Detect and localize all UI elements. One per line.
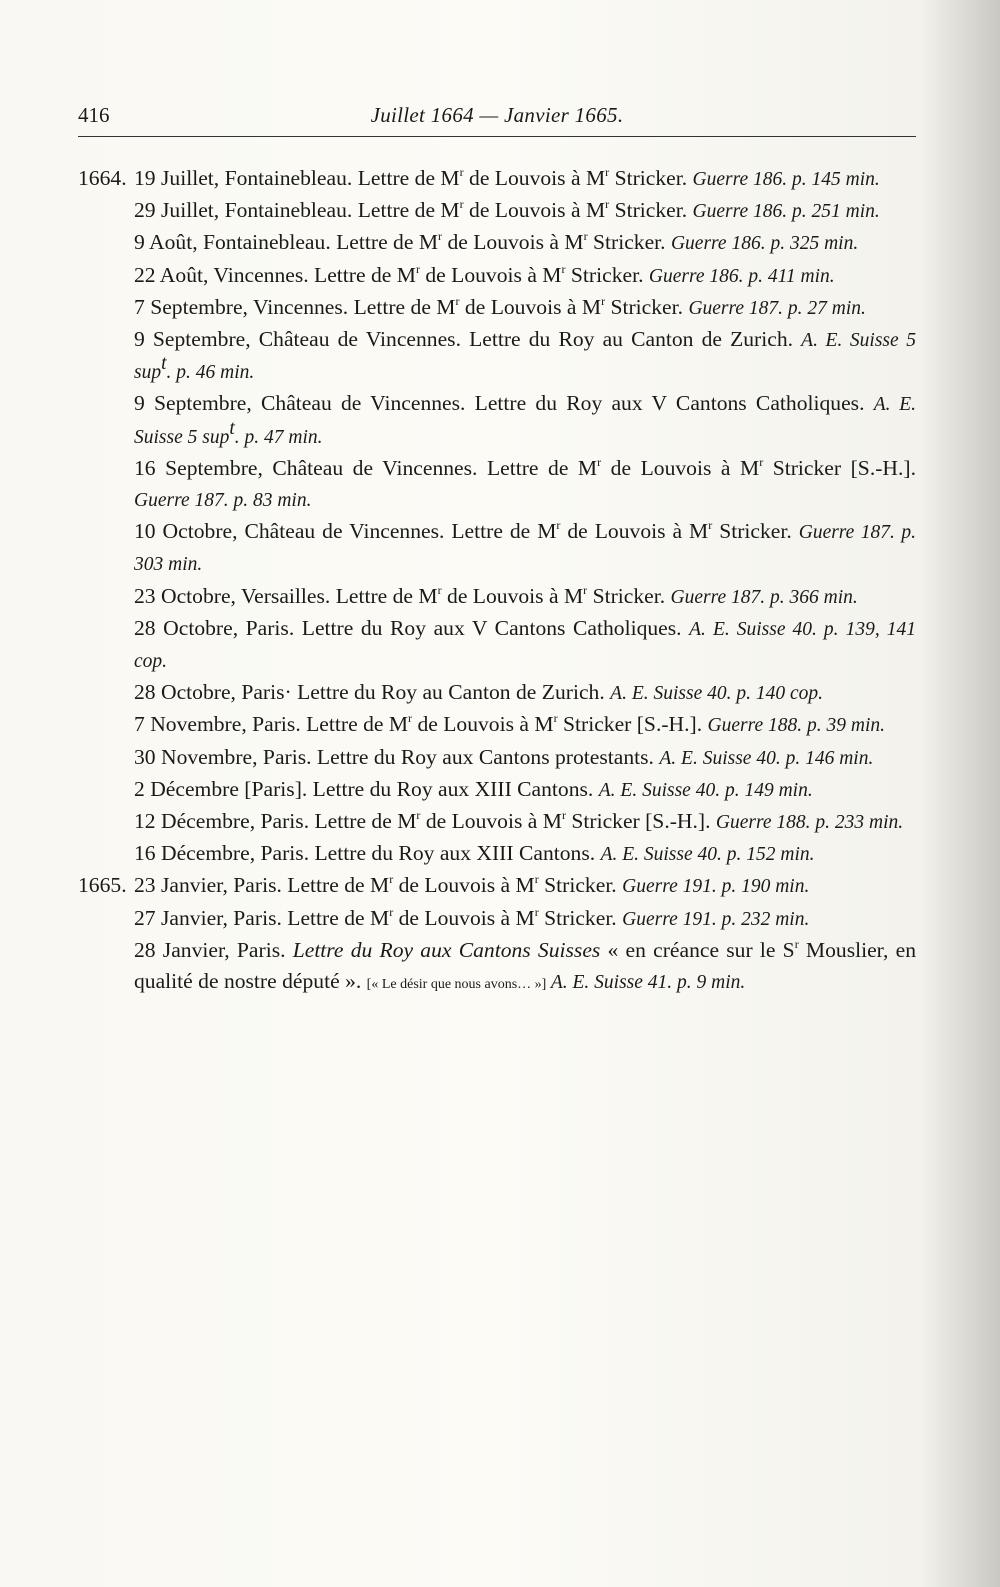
entry-reference: Guerre 187. p. 83 min.	[134, 490, 312, 512]
entry-sup: r	[415, 261, 420, 276]
entry-text: Stricker [S.-H.].	[557, 712, 703, 737]
entry-sup: r	[605, 197, 610, 212]
entry-reference: Guerre 188. p. 39 min.	[707, 715, 886, 737]
entry-reference: Guerre 186. p. 325 min.	[670, 233, 859, 255]
entry-item	[78, 903, 916, 935]
entry-text: 2 Décembre [Paris]. Lettre du Roy aux XIII Cantons.	[134, 776, 594, 801]
entry-text: Stricker.	[609, 166, 688, 190]
entry-reference: Guerre 191. p. 190 min.	[622, 876, 810, 898]
entry-item	[78, 163, 916, 195]
entry-item	[78, 870, 916, 902]
entry-text: 30 Novembre, Paris. Lettre du Roy aux Cantons protestants.	[134, 744, 654, 769]
entry-reference: A. E. Suisse 41. p. 9 min.	[546, 972, 746, 994]
entry-text: Stricker [S.-H.].	[565, 809, 711, 834]
entry-reference: Guerre 191. p. 232 min.	[622, 908, 810, 930]
entry-text: 23 Octobre, Versailles. Lettre de M	[134, 583, 438, 608]
entry-item	[78, 453, 916, 516]
entry-text: de Louvois à M	[393, 873, 535, 898]
entry-item	[78, 613, 916, 677]
entry-reference-sup: t	[229, 417, 235, 439]
entry-title: Lettre du Roy aux Cantons Suisses	[292, 937, 601, 962]
entry-reference: . p. 46 min.	[166, 362, 255, 384]
entry-text: Stricker.	[609, 198, 688, 223]
entry-item	[78, 324, 916, 388]
entry-sup: r	[597, 454, 602, 469]
entry-text: 23 Janvier, Paris. Lettre de M	[134, 873, 390, 898]
entry-reference: Guerre 187. p. 366 min.	[670, 586, 858, 608]
entry-text: de Louvois à M	[560, 519, 709, 544]
entry-reference: A. E. Suisse 40. p. 140 cop.	[610, 683, 824, 705]
entry-item	[78, 388, 916, 452]
entry-item	[78, 195, 916, 227]
entry-text: Stricker.	[605, 294, 684, 319]
entry-text: Stricker.	[538, 905, 617, 930]
entry-sup: r	[794, 936, 799, 951]
entry-text: 16 Décembre, Paris. Lettre du Roy aux XIII Cantons.	[134, 841, 596, 866]
entry-sup: r	[437, 582, 442, 597]
entry-list	[78, 163, 916, 1000]
entry-text: 28 Janvier, Paris.	[134, 937, 293, 962]
entry-year: 1665.	[78, 873, 127, 898]
entry-text: de Louvois à M	[459, 294, 602, 319]
entry-sup: r	[605, 165, 610, 179]
entry-sup: r	[459, 165, 464, 179]
entry-sup: r	[389, 904, 394, 919]
entry-text: Stricker.	[538, 873, 617, 898]
entry-reference: Guerre 187. p. 27 min.	[688, 297, 866, 319]
entry-text: de Louvois à M	[420, 809, 562, 834]
entry-text: de Louvois à M	[463, 166, 606, 190]
entry-text: 29 Juillet, Fontainebleau. Lettre de M	[134, 198, 460, 223]
entry-text: Stricker.	[712, 519, 792, 544]
entry-reference: Guerre 186. p. 251 min.	[692, 201, 880, 223]
entry-sup: r	[759, 454, 764, 469]
entry-text: 22 Août, Vincennes. Lettre de M	[134, 262, 416, 287]
entry-sup: r	[583, 229, 588, 244]
entry-sup: r	[708, 518, 713, 533]
entry-sup: r	[438, 229, 443, 244]
entry-text: 19 Juillet, Fontainebleau. Lettre de M	[134, 166, 460, 190]
entry-text: Stricker.	[587, 230, 666, 255]
entry-sup: r	[534, 904, 539, 919]
entry-sup: r	[459, 197, 464, 212]
entry-reference: Guerre 188. p. 233 min.	[715, 812, 904, 834]
entry-reference: A. E. Suisse 40. p. 152 min.	[600, 844, 815, 866]
entry-reference: A. E. Suisse 40. p. 149 min.	[598, 779, 813, 801]
entry-sup: r	[534, 872, 539, 887]
entry-text: de Louvois à M	[601, 455, 760, 480]
page-header	[78, 100, 916, 137]
entry-reference-sup: t	[161, 353, 167, 375]
entry-incipit: [« Le désir que nous avons… »]	[366, 977, 547, 993]
entry-text: de Louvois à M	[463, 198, 606, 223]
entry-text: 28 Octobre, Paris· Lettre du Roy au Canton de Zurich.	[134, 680, 605, 705]
entry-text: de Louvois à M	[419, 262, 562, 287]
entry-text: 9 Septembre, Château de Vincennes. Lettre du Roy aux V Cantons Catholiques.	[134, 391, 865, 416]
entry-reference: Guerre 186. p. 145 min.	[692, 169, 880, 190]
entry-text: Mouslier, en qualité de nostre député ».	[134, 937, 917, 994]
running-title: Juillet 1664 — Janvier 1665.	[370, 103, 624, 127]
entry-sup: r	[553, 711, 558, 726]
entry-item-last	[78, 935, 916, 1000]
entry-reference: Guerre 186. p. 411 min.	[648, 265, 835, 287]
entry-text: 10 Octobre, Château de Vincennes. Lettre de M	[134, 519, 557, 544]
entry-sup: r	[601, 293, 606, 308]
entry-reference: A. E. Suisse 5 sup	[134, 394, 916, 448]
entry-sup: r	[416, 808, 421, 823]
entry-item	[78, 227, 916, 259]
entry-text: de Louvois à M	[393, 905, 535, 930]
entry-text: de Louvois à M	[412, 712, 554, 737]
entry-item	[78, 581, 916, 613]
entry-item	[78, 677, 916, 709]
entry-text: de Louvois à M	[441, 583, 584, 608]
entry-sup: r	[389, 872, 394, 887]
entry-sup: r	[583, 582, 588, 597]
entry-year: 1664.	[78, 166, 127, 190]
entry-text: 7 Novembre, Paris. Lettre de M	[134, 712, 409, 737]
entry-text: 7 Septembre, Vincennes. Lettre de M	[134, 294, 456, 319]
entry-text: 27 Janvier, Paris. Lettre de M	[134, 905, 390, 930]
entry-sup: r	[561, 808, 566, 823]
entry-sup: r	[556, 518, 561, 533]
entry-reference: . p. 47 min.	[234, 426, 323, 448]
entry-sup: r	[561, 261, 566, 276]
entry-sup: r	[408, 711, 413, 726]
entry-item	[78, 774, 916, 806]
entry-item	[78, 260, 916, 292]
entry-sup: r	[455, 293, 460, 308]
entry-text: « en créance sur le S	[600, 937, 795, 962]
entry-text: Stricker.	[587, 583, 666, 608]
entry-item	[78, 806, 916, 838]
entry-text: de Louvois à M	[442, 230, 584, 255]
entry-reference: A. E. Suisse 40. p. 146 min.	[659, 747, 874, 769]
entry-text: Stricker.	[565, 262, 644, 287]
entry-text: 28 Octobre, Paris. Lettre du Roy aux V Cantons Catholiques.	[134, 615, 682, 640]
entry-item	[78, 709, 916, 741]
entry-text: Stricker [S.-H.].	[763, 455, 916, 480]
entry-item	[78, 516, 916, 580]
entry-reference: A. E. Suisse 5 sup	[134, 330, 917, 384]
entry-item	[78, 742, 916, 774]
entry-text: 9 Août, Fontainebleau. Lettre de M	[134, 230, 439, 255]
entry-text: 12 Décembre, Paris. Lettre de M	[134, 809, 417, 834]
entry-text: 9 Septembre, Château de Vincennes. Lettre du Roy au Canton de Zurich.	[134, 327, 794, 352]
entry-text: 16 Septembre, Château de Vincennes. Lettre de M	[134, 455, 598, 480]
entry-item	[78, 838, 916, 870]
entry-item	[78, 292, 916, 324]
entry-reference: Guerre 187. p. 303 min.	[134, 522, 916, 576]
page-number: 416	[78, 103, 110, 127]
entry-reference: A. E. Suisse 40. p. 139, 141 cop.	[134, 618, 916, 673]
